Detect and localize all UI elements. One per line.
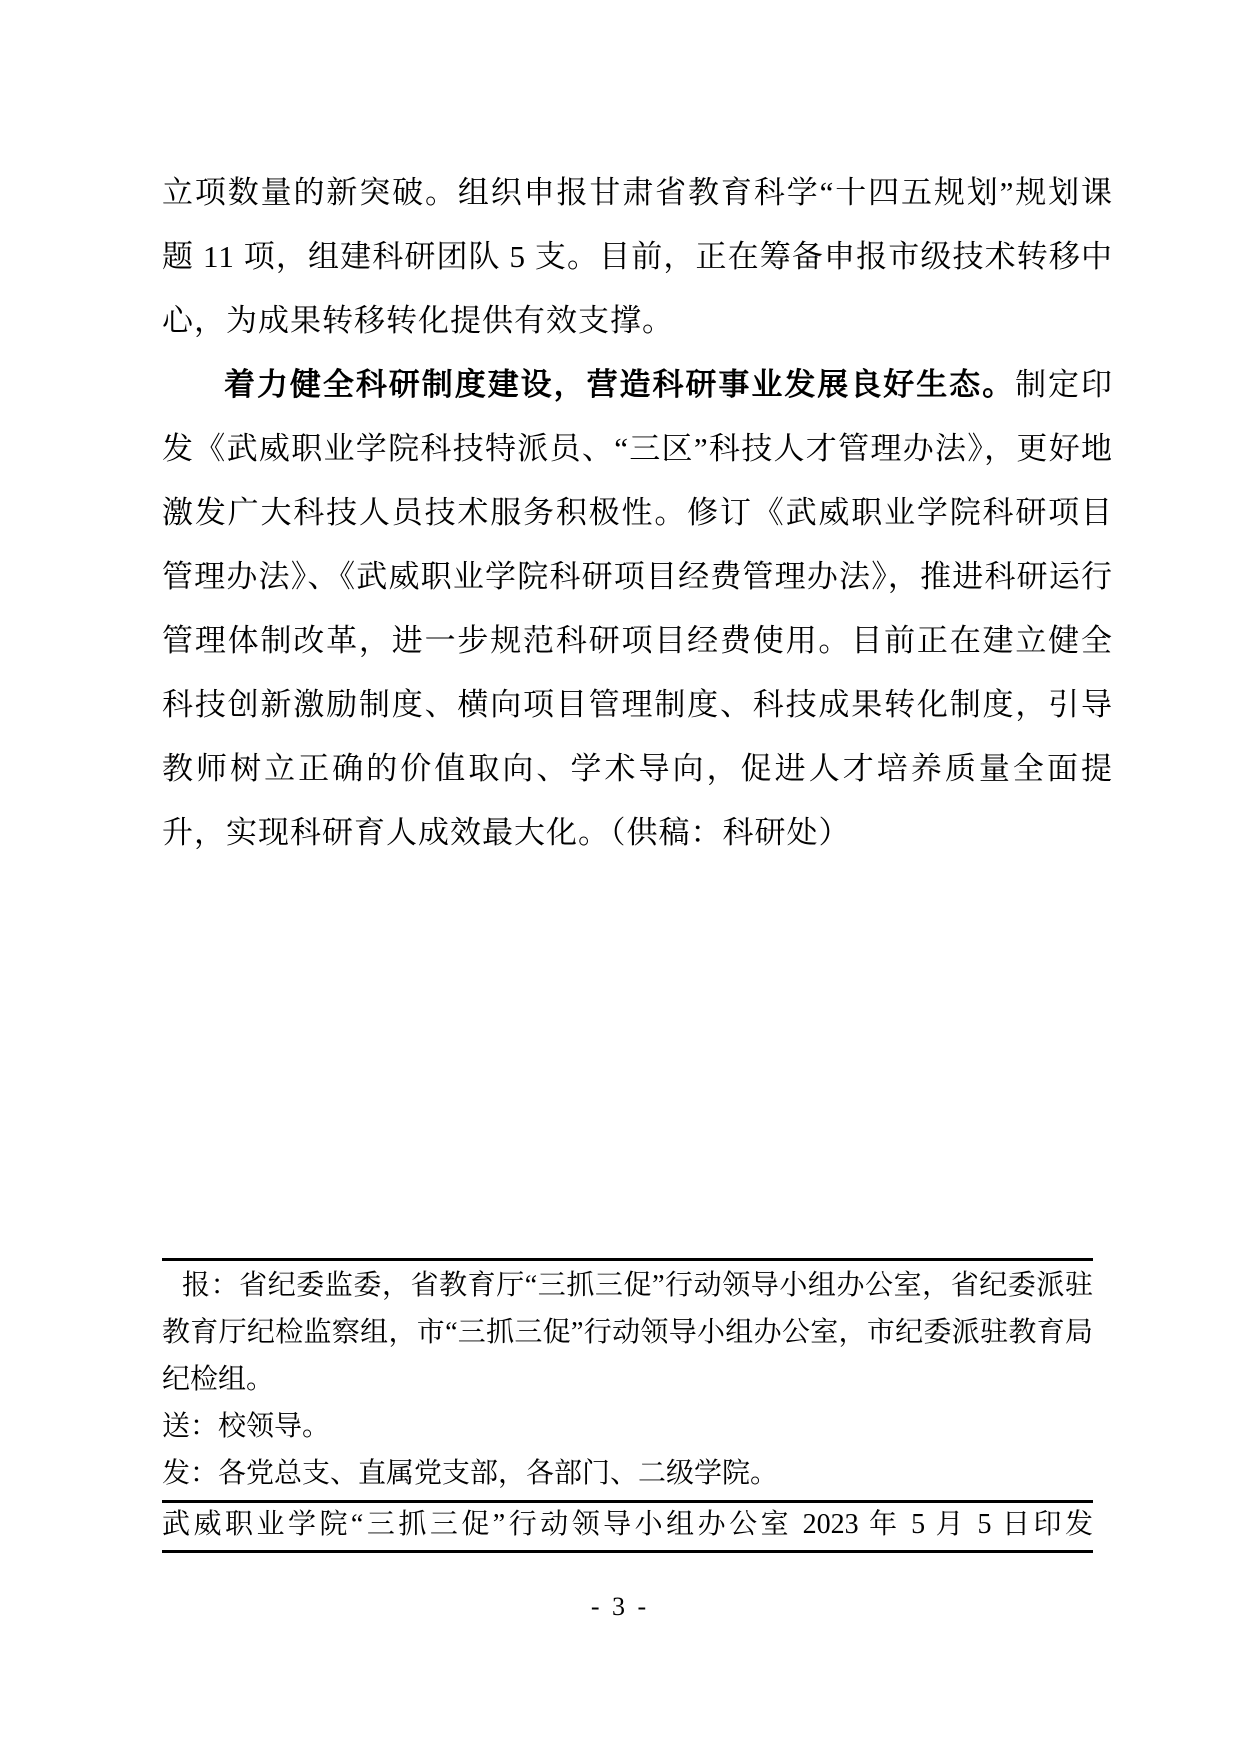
distribution-divider <box>162 1258 1093 1261</box>
page-number: - 3 - <box>590 1592 650 1621</box>
distribution-report-line: 报：省纪委监委，省教育厅“三抓三促”行动领导小组办公室，省纪委派驻教育厅纪检监察组，市“三抓三促”行动领导小组办公室，市纪委派驻教育局纪检组。 <box>162 1270 1093 1395</box>
paragraph-body-text: 制定印发《武威职业学院科技特派员、“三区”科技人才管理办法》，更好地激发广大科技人员技术服务积极性。修订《武威职业学院科研项目管理办法》、《武威职业学院科研项目经费管理办法》，推进科研运行管理体制改革，进一步规范科研项目经费使用。目前正在建立健全科技创新激励制度、横向项目管理制度、科技成果转化制度，引导教师树立正确的价值取向、学术导向，促进人才培养质量全面提升，实现科研育人成效最大化。（供稿：科研处） <box>162 367 1114 850</box>
distribution-list <box>162 1262 1093 1497</box>
distribution-send-line: 送：校领导。 <box>162 1411 331 1442</box>
paragraph-lead-sentence: 着力健全科研制度建设，营造科研事业发展良好生态。 <box>224 367 1016 402</box>
paragraph-continuation: 立项数量的新突破。组织申报甘肃省教育科学“十四五规划”规划课题 11 项，组建科研团队 5 支。目前，正在筹备申报市级技术转移中心，为成果转移转化提供有效支撑。 <box>162 175 1113 338</box>
document-body <box>162 161 1113 865</box>
imprint-line: 武威职业学院“三抓三促”行动领导小组办公室 2023 年 5 月 5 日印发 <box>162 1509 1093 1540</box>
distribution-issue-line: 发：各党总支、直属党支部，各部门、二级学院。 <box>162 1458 779 1489</box>
imprint-divider-bottom <box>162 1550 1093 1553</box>
paragraph-research-system <box>162 353 1113 865</box>
